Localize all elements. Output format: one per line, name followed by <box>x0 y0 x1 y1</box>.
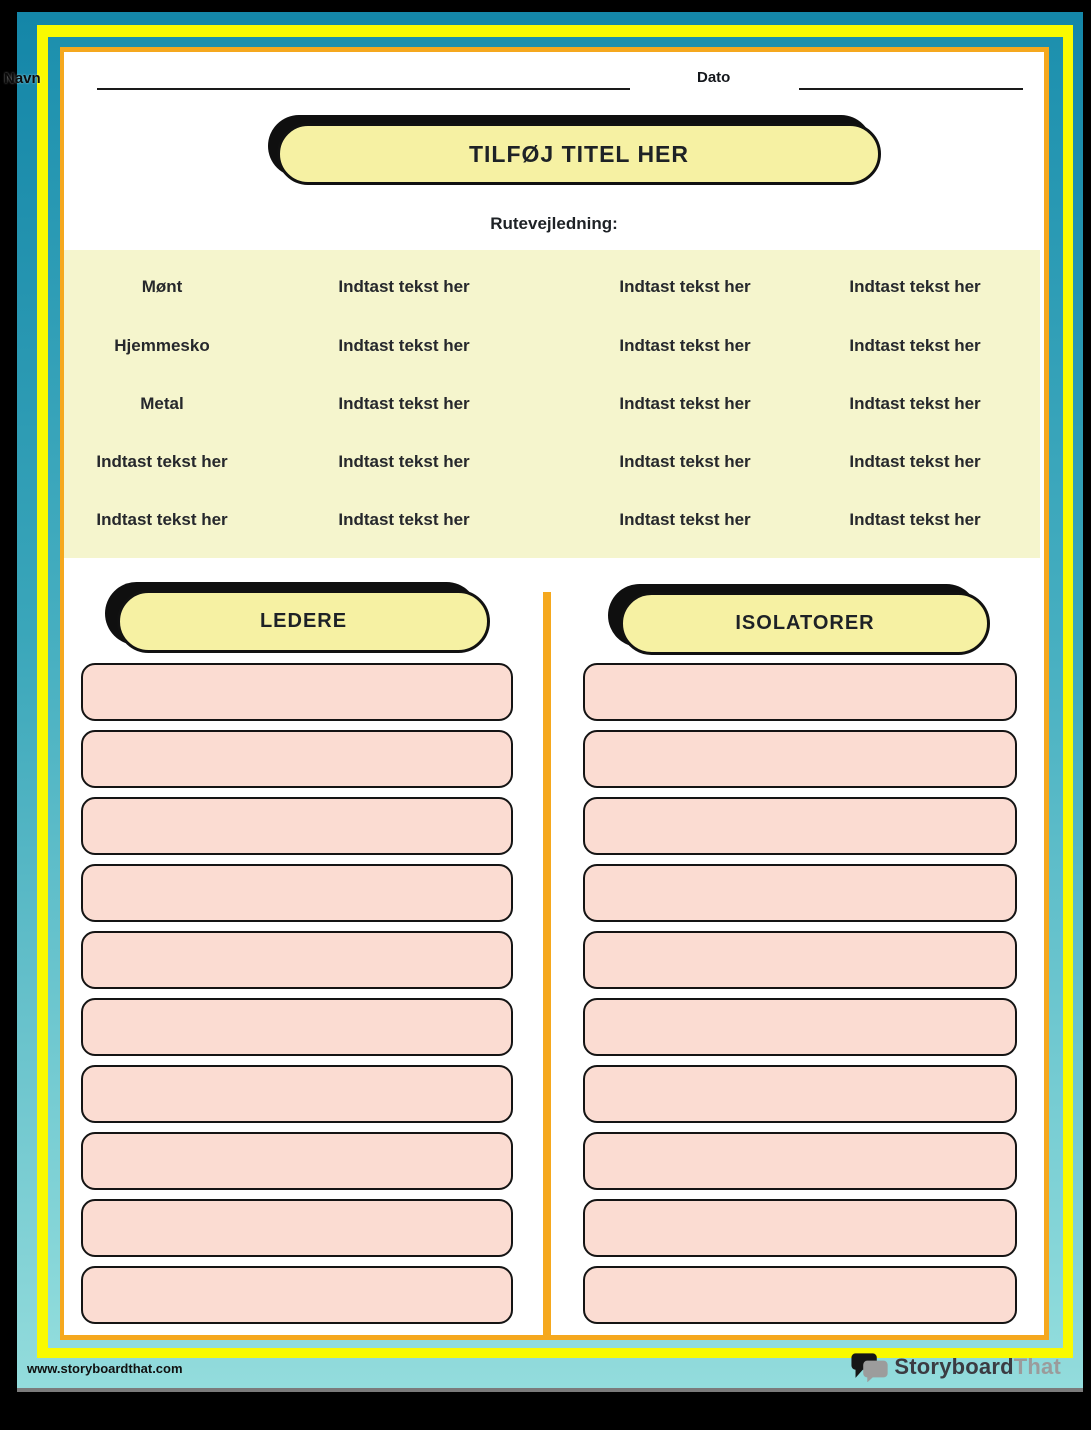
footer-divider-line <box>17 1388 1083 1392</box>
word-bank-cell[interactable]: Indtast tekst her <box>619 394 751 413</box>
answer-row[interactable] <box>81 1266 513 1324</box>
logo-text <box>894 1354 1061 1380</box>
answer-row[interactable] <box>81 864 513 922</box>
word-bank-cell[interactable]: Indtast tekst her <box>849 452 981 471</box>
frame-teal-outer <box>17 12 1083 1388</box>
word-bank-cell[interactable]: Indtast tekst her <box>849 394 981 413</box>
word-bank-cell[interactable]: Indtast tekst her <box>849 510 981 529</box>
title-banner[interactable] <box>277 123 881 185</box>
speech-bubbles-icon <box>851 1352 889 1382</box>
footer-url: www.storyboardthat.com <box>27 1361 183 1376</box>
answer-row[interactable] <box>81 931 513 989</box>
name-input-line[interactable] <box>97 88 630 90</box>
frame-yellow <box>37 25 1073 1358</box>
ledere-title: LEDERE <box>259 610 348 632</box>
answer-row[interactable] <box>81 998 513 1056</box>
frame-orange <box>60 47 1049 1340</box>
word-bank-cell[interactable]: Indtast tekst her <box>849 336 981 355</box>
isolatorer-title: ISOLATORER <box>735 612 875 634</box>
answer-row[interactable] <box>81 797 513 855</box>
logo-text-that: That <box>1013 1354 1061 1379</box>
date-input-line[interactable] <box>799 88 1023 90</box>
word-bank-cell[interactable]: Indtast tekst her <box>96 452 228 471</box>
answer-row[interactable] <box>81 1132 513 1190</box>
word-bank-cell[interactable]: Indtast tekst her <box>338 277 470 296</box>
word-bank-cell[interactable]: Mønt <box>141 277 183 296</box>
storyboardthat-logo <box>851 1350 1061 1384</box>
answer-row[interactable] <box>583 931 1017 989</box>
name-label: Navn <box>4 70 41 87</box>
worksheet-content <box>64 52 1044 1335</box>
answer-row[interactable] <box>583 998 1017 1056</box>
answer-row[interactable] <box>583 1199 1017 1257</box>
answer-row[interactable] <box>583 797 1017 855</box>
ledere-header <box>117 590 490 653</box>
word-bank-panel <box>64 250 1040 558</box>
word-bank-cell[interactable]: Indtast tekst her <box>619 277 751 296</box>
word-bank-cell[interactable]: Indtast tekst her <box>96 510 228 529</box>
word-bank-cell[interactable]: Indtast tekst her <box>619 452 751 471</box>
word-bank-cell[interactable]: Indtast tekst her <box>619 510 751 529</box>
word-bank-cell[interactable]: Indtast tekst her <box>338 394 470 413</box>
answer-row[interactable] <box>583 1266 1017 1324</box>
frame-teal-inner <box>48 37 1063 1348</box>
word-bank-cell[interactable]: Hjemmesko <box>114 336 210 355</box>
word-bank-cell[interactable]: Indtast tekst her <box>619 336 751 355</box>
word-bank-cell[interactable]: Indtast tekst her <box>338 336 470 355</box>
instructions-label: Rutevejledning: <box>490 214 618 233</box>
date-label: Dato <box>697 69 731 86</box>
title-text: TILFØJ TITEL HER <box>468 140 690 167</box>
word-bank-cell[interactable]: Metal <box>140 394 184 413</box>
answer-row[interactable] <box>81 1065 513 1123</box>
answer-row[interactable] <box>583 1132 1017 1190</box>
column-divider <box>543 592 551 1337</box>
answer-row[interactable] <box>583 663 1017 721</box>
logo-text-storyboard: Storyboard <box>894 1354 1014 1379</box>
answer-row[interactable] <box>583 730 1017 788</box>
word-bank-cell[interactable]: Indtast tekst her <box>338 452 470 471</box>
answer-row[interactable] <box>583 1065 1017 1123</box>
word-bank-cell[interactable]: Indtast tekst her <box>849 277 981 296</box>
answer-row[interactable] <box>81 730 513 788</box>
answer-row[interactable] <box>583 864 1017 922</box>
isolatorer-header <box>620 592 990 655</box>
answer-row[interactable] <box>81 663 513 721</box>
word-bank-cell[interactable]: Indtast tekst her <box>338 510 470 529</box>
answer-row[interactable] <box>81 1199 513 1257</box>
